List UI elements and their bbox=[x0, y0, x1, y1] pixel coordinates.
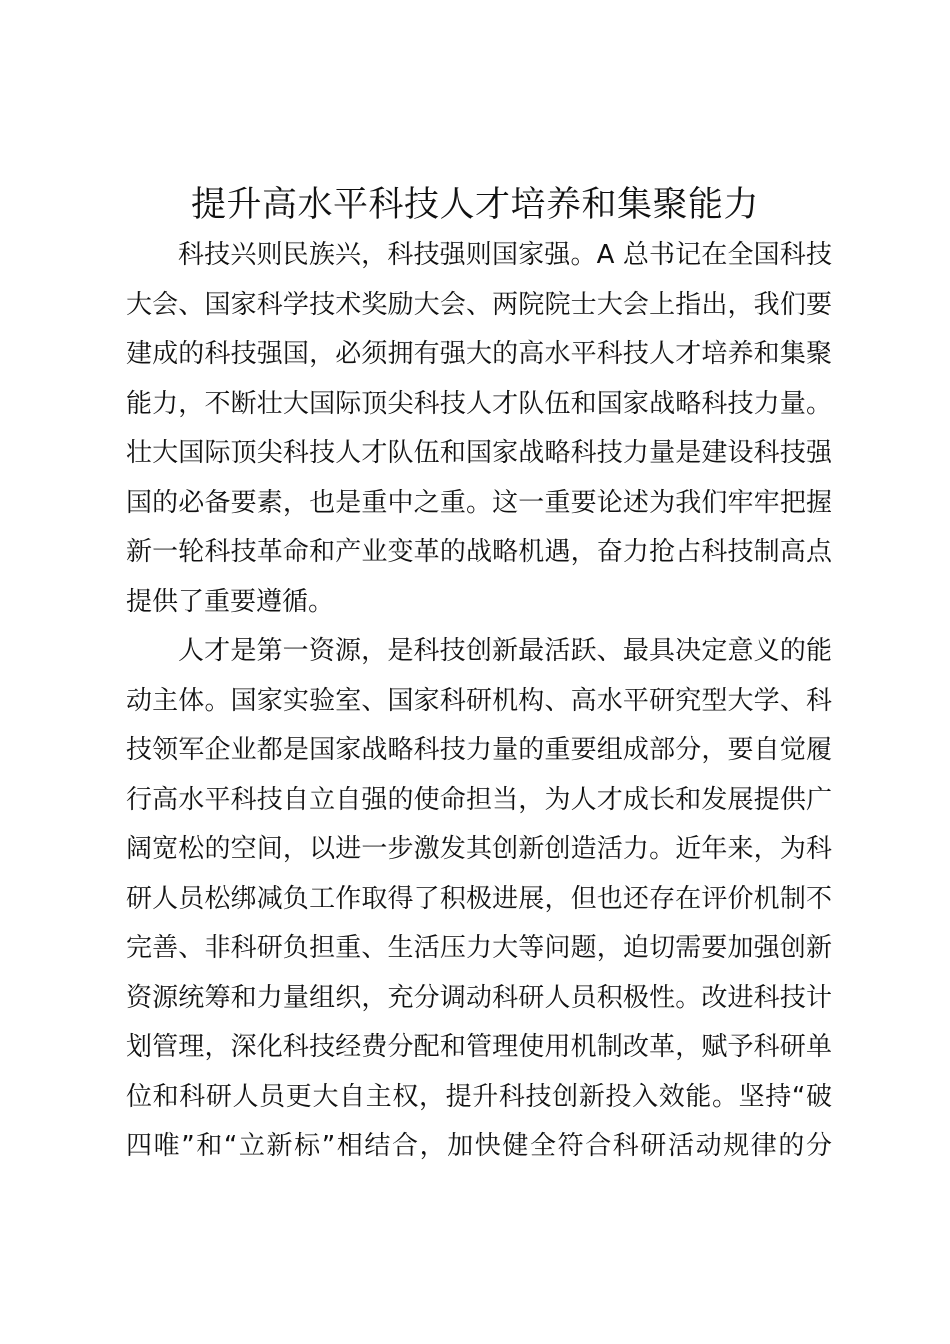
paragraph-2-line-2: 动主体。国家实验室、国家科研机构、高水平研究型大学、科 bbox=[126, 685, 832, 716]
paragraph-1-line-8: 提供了重要遵循。 bbox=[126, 586, 335, 617]
paragraph-2-line-8: 资源统筹和力量组织，充分调动科研人员积极性。改进科技计 bbox=[126, 982, 832, 1013]
paragraph-2-line-3: 技领军企业都是国家战略科技力量的重要组成部分，要自觉履 bbox=[126, 735, 832, 765]
paragraph-2-line-5: 阔宽松的空间，以进一步激发其创新创造活力。近年来，为科 bbox=[126, 834, 832, 864]
paragraph-2-line-1: 人才是第一资源，是科技创新最活跃、最具决定意义的能 bbox=[178, 636, 832, 666]
paragraph-1-line-1: 科技兴则民族兴，科技强则国家强。A 总书记在全国科技 bbox=[178, 240, 832, 270]
paragraph-1-line-5: 壮大国际顶尖科技人才队伍和国家战略科技力量是建设科技强 bbox=[126, 438, 832, 468]
paragraph-1-line-6: 国的必备要素，也是重中之重。这一重要论述为我们牢牢把握 bbox=[126, 487, 832, 518]
paragraph-2-line-10: 位和科研人员更大自主权，提升科技创新投入效能。坚持“破 bbox=[126, 1081, 832, 1112]
paragraph-2-line-4: 行高水平科技自立自强的使命担当，为人才成长和发展提供广 bbox=[126, 784, 832, 815]
paragraph-1-line-2: 大会、国家科学技术奖励大会、两院院士大会上指出，我们要 bbox=[126, 289, 832, 320]
paragraph-2-line-9: 划管理，深化科技经费分配和管理使用机制改革，赋予科研单 bbox=[126, 1032, 832, 1062]
paragraph-1-line-3: 建成的科技强国，必须拥有强大的高水平科技人才培养和集聚 bbox=[126, 339, 832, 369]
paragraph-2-line-11: 四唯”和“立新标”相结合，加快健全符合科研活动规律的分 bbox=[126, 1131, 832, 1161]
paragraph-2-line-7: 完善、非科研负担重、生活压力大等问题，迫切需要加强创新 bbox=[126, 933, 832, 963]
document-body bbox=[126, 231, 832, 1172]
paragraph-1-line-7: 新一轮科技革命和产业变革的战略机遇，奋力抢占科技制高点 bbox=[126, 537, 832, 567]
paragraph-2-line-6: 研人员松绑减负工作取得了积极进展，但也还存在评价机制不 bbox=[126, 883, 832, 914]
document-title: 提升高水平科技人才培养和集聚能力 bbox=[190, 185, 759, 225]
paragraph-1-line-4: 能力，不断壮大国际顶尖科技人才队伍和国家战略科技力量。 bbox=[126, 388, 832, 419]
